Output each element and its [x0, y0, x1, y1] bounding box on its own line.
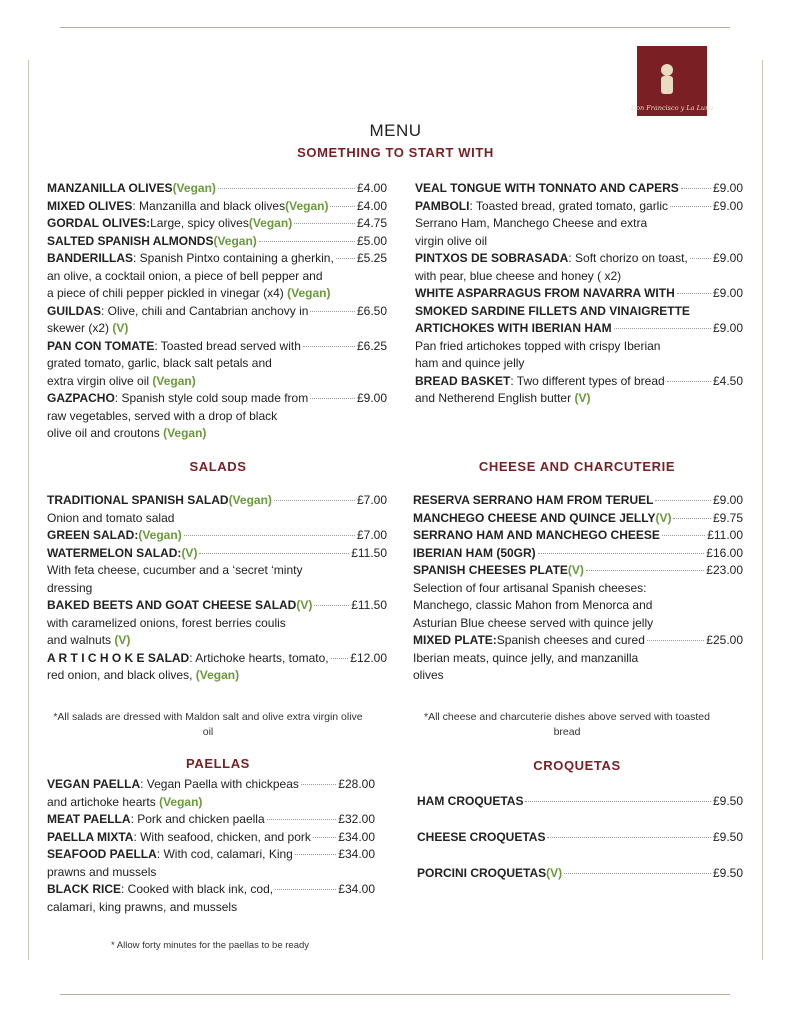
item-name: SPANISH CHEESES PLATE — [413, 563, 568, 577]
menu-item-row — [417, 829, 743, 847]
diet-tag: (Vegan) — [213, 233, 257, 248]
item-name: MIXED OLIVES — [47, 198, 133, 213]
menu-item-row — [47, 545, 387, 563]
menu-item-row — [413, 510, 743, 528]
menu-item-row — [47, 527, 387, 545]
dot-leader — [670, 206, 711, 207]
item-name: TRADITIONAL SPANISH SALAD — [47, 493, 229, 507]
item-name: SALTED SPANISH ALMONDS — [47, 233, 214, 248]
dot-leader — [310, 398, 355, 399]
item-price: £9.50 — [712, 830, 743, 844]
menu-item-row — [47, 215, 387, 233]
item-name: RESERVA SERRANO HAM FROM TERUEL — [413, 493, 654, 507]
menu-item — [413, 545, 743, 563]
menu-item — [47, 492, 387, 527]
diet-tag: (V) — [567, 563, 584, 577]
item-price: £7.00 — [356, 528, 387, 542]
menu-item — [413, 562, 743, 632]
menu-item — [47, 198, 387, 216]
item-name: GORDAL OLIVES: — [47, 216, 151, 230]
item-description: : Soft chorizo on toast, — [568, 251, 688, 265]
dot-leader — [313, 837, 336, 838]
item-name: GREEN SALAD: — [47, 528, 139, 542]
cheese-note: *All cheese and charcuterie dishes above served with toasted bread — [423, 711, 710, 738]
salads-note: *All salads are dressed with Maldon salt and olive extra virgin olive oil — [53, 711, 363, 738]
dot-leader — [267, 819, 337, 820]
menu-title: MENU — [369, 121, 422, 140]
item-price: £11.50 — [351, 598, 387, 612]
dot-leader — [303, 346, 355, 347]
item-price: £9.00 — [712, 251, 743, 265]
diet-tag: (V) — [574, 391, 591, 405]
bottom-rule — [60, 994, 730, 995]
salads-list — [47, 492, 387, 685]
menu-item — [415, 320, 743, 373]
menu-item-row — [415, 250, 743, 268]
menu-item — [47, 215, 387, 233]
item-name: MIXED PLATE: — [413, 633, 497, 647]
item-name: SEAFOOD PAELLA — [47, 847, 157, 861]
item-description-line: Asturian Blue cheese served with quince jelly — [413, 615, 654, 630]
item-price: £16.00 — [706, 545, 743, 560]
item-name: PORCINI CROQUETAS — [417, 866, 547, 880]
menu-item — [413, 632, 743, 685]
item-price: £34.00 — [338, 882, 375, 896]
item-name: CHEESE CROQUETAS — [417, 830, 546, 844]
item-price: £9.00 — [356, 391, 387, 405]
diet-tag: (Vegan) — [159, 794, 203, 809]
item-description-line: with pear, blue cheese and honey ( x2) — [415, 268, 622, 283]
menu-item — [47, 250, 387, 303]
item-name: PAN CON TOMATE — [47, 338, 155, 353]
item-description: : Manzanilla and black olives — [132, 198, 286, 213]
menu-item-row — [47, 180, 387, 198]
item-name: SERRANO HAM AND MANCHEGO CHEESE — [413, 528, 660, 542]
item-price: £34.00 — [338, 847, 375, 861]
item-name: BANDERILLAS — [47, 251, 133, 265]
item-description-line: raw vegetables, served with a drop of black — [47, 408, 278, 423]
item-description-line: a piece of chili pepper pickled in vinegar (x4) (Vegan) — [47, 286, 331, 300]
item-price: £9.00 — [712, 198, 743, 213]
item-description: : Vegan Paella with chickpeas — [140, 777, 299, 791]
paellas-note: * Allow forty minutes for the paellas to be ready — [110, 940, 310, 951]
menu-item-row — [47, 390, 387, 408]
item-description-line: and walnuts (V) — [47, 633, 131, 647]
diet-tag: (V) — [546, 866, 563, 880]
menu-item — [47, 545, 387, 598]
dot-leader — [310, 311, 355, 312]
menu-item — [415, 285, 743, 320]
item-name: GUILDAS — [47, 303, 101, 318]
item-price: £4.00 — [356, 198, 387, 213]
section-start: SOMETHING TO START WITH — [297, 145, 494, 160]
item-name: BREAD BASKET — [415, 373, 511, 388]
item-name: MANCHEGO CHEESE AND QUINCE JELLY — [413, 510, 656, 525]
section-croquetas: CROQUETAS — [533, 758, 621, 773]
item-name: PAMBOLI — [415, 198, 470, 213]
menu-item — [47, 338, 387, 391]
item-name: BAKED BEETS AND GOAT CHEESE SALAD — [47, 598, 297, 612]
item-name: PAELLA MIXTA — [47, 829, 134, 844]
menu-item-row — [47, 198, 387, 216]
dot-leader — [294, 223, 355, 224]
item-description-line: an olive, a cocktail onion, a piece of bell pepper and — [47, 268, 323, 283]
menu-item-row — [47, 881, 375, 899]
item-name: PINTXOS DE SOBRASADA — [415, 251, 569, 265]
menu-item — [417, 793, 743, 811]
dot-leader — [295, 854, 336, 855]
item-price: £9.50 — [712, 866, 743, 880]
diet-tag: (Vegan) — [152, 373, 196, 388]
item-description: : Spanish style cold soup made from — [114, 391, 309, 405]
item-name: BLACK RICE — [47, 882, 121, 896]
diet-tag: (Vegan) — [163, 426, 207, 440]
item-description: : Toasted bread served with — [154, 338, 301, 353]
item-price: £5.25 — [356, 251, 387, 265]
menu-item — [47, 180, 387, 198]
item-description: : Artichoke hearts, tomato, — [189, 650, 329, 665]
right-border — [762, 60, 763, 960]
item-description-line: and artichoke hearts (Vegan) — [47, 794, 203, 809]
item-price: £4.75 — [356, 216, 387, 230]
dot-leader — [301, 784, 336, 785]
item-description-line: red onion, and black olives, (Vegan) — [47, 668, 240, 682]
dot-leader — [199, 553, 349, 554]
menu-item-row — [47, 492, 387, 510]
menu-item — [415, 373, 743, 408]
item-description: Large, spicy olives — [150, 216, 249, 230]
item-price: £32.00 — [338, 812, 375, 826]
dot-leader — [655, 500, 711, 501]
item-description-line: ham and quince jelly — [415, 356, 525, 370]
dot-leader — [274, 500, 355, 501]
menu-item — [47, 390, 387, 443]
diet-tag: (Vegan) — [248, 216, 293, 230]
menu-item — [413, 510, 743, 528]
item-price: £12.00 — [350, 650, 387, 665]
dot-leader — [673, 518, 710, 519]
dot-leader — [662, 535, 705, 536]
diet-tag: (Vegan) — [228, 493, 272, 507]
item-price: £6.25 — [356, 338, 387, 353]
start-left-list — [47, 180, 387, 443]
item-price: £9.50 — [712, 794, 743, 808]
menu-item-row — [415, 320, 743, 338]
menu-item — [415, 198, 743, 251]
dot-leader — [336, 258, 355, 259]
item-price: £11.00 — [707, 528, 743, 542]
diet-tag: (V) — [114, 633, 131, 647]
menu-item — [47, 776, 375, 811]
menu-item-row — [417, 865, 743, 883]
item-name: VEAL TONGUE WITH TONNATO AND CAPERS — [415, 181, 679, 195]
restaurant-logo — [630, 46, 714, 116]
item-price: £34.00 — [338, 829, 375, 844]
croquetas-list — [417, 793, 743, 901]
menu-item — [47, 527, 387, 545]
section-cheese: CHEESE AND CHARCUTERIE — [478, 459, 676, 474]
diet-tag: (V) — [655, 510, 672, 525]
item-name: MANZANILLA OLIVES — [47, 181, 173, 195]
item-description-line: Serrano Ham, Manchego Cheese and extra — [415, 216, 648, 230]
item-description-line: With feta cheese, cucumber and a ‘secret ‘minty — [47, 563, 303, 577]
item-description-line: olives — [413, 668, 444, 682]
item-description-line: prawns and mussels — [47, 864, 157, 879]
item-description-line: Manchego, classic Mahon from Menorca and — [413, 598, 653, 612]
item-name: MEAT PAELLA — [47, 812, 131, 826]
item-description-line: skewer (x2) (V) — [47, 321, 129, 335]
section-paellas: PAELLAS — [186, 756, 250, 771]
menu-item — [47, 846, 375, 881]
dot-leader — [314, 605, 349, 606]
menu-item-row — [47, 597, 387, 615]
item-name: GAZPACHO — [47, 391, 115, 405]
item-name: IBERIAN HAM (50GR) — [413, 545, 536, 560]
item-price: £9.00 — [712, 493, 743, 507]
diet-tag: (V) — [112, 321, 129, 335]
dot-leader — [259, 241, 355, 242]
item-description-line: dressing — [47, 580, 93, 595]
dot-leader — [330, 206, 355, 207]
menu-item-row — [47, 829, 375, 847]
item-price: £5.00 — [356, 233, 387, 248]
paellas-list — [47, 776, 375, 916]
menu-item — [415, 250, 743, 285]
diet-tag: (Vegan) — [285, 198, 329, 213]
menu-item-row — [413, 632, 743, 650]
item-description-line: and Netherend English butter (V) — [415, 391, 591, 405]
dot-leader — [547, 837, 711, 838]
menu-item-row — [47, 233, 387, 251]
item-price: £4.00 — [356, 181, 387, 195]
item-name: A R T I C H O K E SALAD — [47, 650, 190, 665]
item-description-line: calamari, king prawns, and mussels — [47, 899, 238, 914]
top-rule — [60, 27, 730, 28]
item-price: £9.00 — [712, 181, 743, 195]
item-name: HAM CROQUETAS — [417, 794, 524, 808]
dot-leader — [614, 328, 711, 329]
menu-item — [47, 303, 387, 338]
diet-tag: (V) — [296, 598, 313, 612]
dot-leader — [681, 188, 711, 189]
item-description: Spanish cheeses and cured — [496, 633, 645, 647]
item-price: £25.00 — [706, 633, 743, 647]
dot-leader — [331, 658, 349, 659]
item-price: £9.75 — [712, 510, 743, 525]
item-name: ARTICHOKES WITH IBERIAN HAM — [415, 321, 612, 335]
item-price: £9.00 — [712, 321, 743, 335]
item-description: : Toasted bread, grated tomato, garlic — [469, 198, 669, 213]
dot-leader — [667, 381, 711, 382]
menu-item — [417, 865, 743, 883]
diet-tag: (Vegan) — [287, 286, 331, 300]
menu-item — [47, 597, 387, 650]
dot-leader — [677, 293, 711, 294]
menu-item-row — [415, 285, 743, 303]
item-description: : Two different types of bread — [510, 373, 665, 388]
item-description-line: with caramelized onions, forest berries coulis — [47, 615, 286, 630]
diet-tag: (V) — [181, 545, 198, 560]
menu-item — [415, 180, 743, 198]
item-name: WHITE ASPARRAGUS FROM NAVARRA WITH — [415, 286, 675, 300]
item-price: £4.50 — [712, 373, 743, 388]
menu-item-row — [47, 650, 387, 668]
item-description-line: grated tomato, garlic, black salt petals and — [47, 356, 272, 370]
menu-item-row — [415, 198, 743, 216]
item-price: £28.00 — [338, 777, 375, 791]
menu-item-row — [47, 338, 387, 356]
dot-leader — [564, 873, 711, 874]
menu-item — [47, 650, 387, 685]
dot-leader — [218, 188, 355, 189]
item-description-line: Onion and tomato salad — [47, 510, 175, 525]
cheese-list — [413, 492, 743, 685]
item-description-line: extra virgin olive oil (Vegan) — [47, 373, 196, 388]
dot-leader — [647, 640, 704, 641]
dot-leader — [690, 258, 711, 259]
diet-tag: (Vegan) — [172, 181, 216, 195]
menu-item-row — [415, 373, 743, 391]
item-description: : Pork and chicken paella — [130, 812, 265, 826]
menu-item-row — [47, 776, 375, 794]
menu-item-row — [413, 545, 743, 563]
menu-item — [47, 233, 387, 251]
item-price: £11.50 — [351, 545, 387, 560]
item-description: : Olive, chili and Cantabrian anchovy in — [101, 303, 309, 318]
item-description-line: olive oil and croutons (Vegan) — [47, 426, 207, 440]
item-price: £9.00 — [712, 286, 743, 300]
menu-item-row — [413, 492, 743, 510]
menu-item-row — [47, 846, 375, 864]
menu-item-row — [415, 180, 743, 198]
item-description-line: Iberian meats, quince jelly, and manzanilla — [413, 650, 639, 665]
menu-item-row — [47, 250, 387, 268]
menu-item — [417, 829, 743, 847]
menu-item-row — [413, 562, 743, 580]
section-salads: SALADS — [189, 459, 247, 474]
dot-leader — [184, 535, 355, 536]
menu-item — [47, 811, 375, 829]
item-name: WATERMELON SALAD: — [47, 545, 182, 560]
menu-item-row — [47, 303, 387, 321]
logo-text: Don Francisco y La Luna — [630, 104, 714, 112]
item-description: : Cooked with black ink, cod, — [121, 882, 274, 896]
start-right-list — [415, 180, 743, 408]
dot-leader — [538, 553, 705, 554]
item-description-line: Pan fried artichokes topped with crispy Iberian — [415, 338, 661, 353]
item-price: £23.00 — [706, 563, 743, 577]
item-description: : Spanish Pintxo containing a gherkin, — [133, 251, 334, 265]
item-description-line: virgin olive oil — [415, 233, 488, 248]
item-description: : With cod, calamari, King — [156, 847, 293, 861]
menu-item-row — [47, 811, 375, 829]
item-price: £7.00 — [356, 493, 387, 507]
dot-leader — [525, 801, 711, 802]
dot-leader — [275, 889, 336, 890]
dot-leader — [586, 570, 704, 571]
item-description-line: Selection of four artisanal Spanish cheeses: — [413, 580, 647, 595]
item-description: : With seafood, chicken, and pork — [133, 829, 311, 844]
menu-item — [47, 829, 375, 847]
diet-tag: (Vegan) — [138, 528, 182, 542]
menu-item-row — [413, 527, 743, 545]
diet-tag: (Vegan) — [195, 668, 240, 682]
item-name: VEGAN PAELLA — [47, 777, 141, 791]
menu-item — [413, 492, 743, 510]
item-price: £6.50 — [356, 303, 387, 318]
menu-item-row — [417, 793, 743, 811]
left-border — [28, 60, 29, 960]
item-name-continued: SMOKED SARDINE FILLETS AND VINAIGRETTE — [415, 303, 690, 318]
menu-item — [47, 881, 375, 916]
menu-item — [413, 527, 743, 545]
